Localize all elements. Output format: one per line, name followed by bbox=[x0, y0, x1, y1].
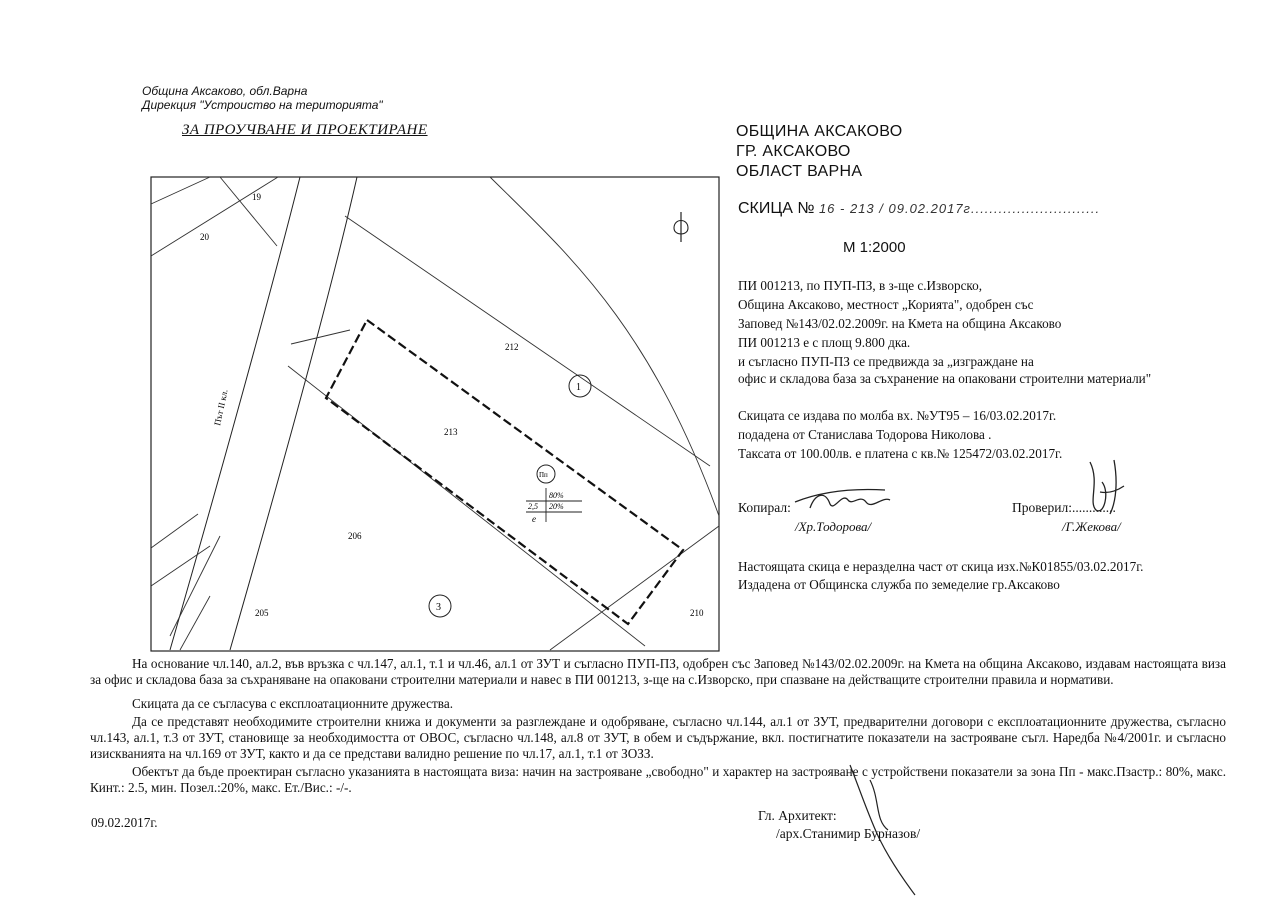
property-line-4: ПИ 001213 е с площ 9.800 дка. bbox=[738, 335, 911, 350]
checked-label: Проверил:............. bbox=[1012, 500, 1116, 515]
plot-206: 206 bbox=[348, 531, 362, 541]
architect-signature bbox=[840, 760, 930, 900]
copied-signature bbox=[790, 480, 910, 520]
checked-signature bbox=[1070, 452, 1140, 522]
copied-name: /Хр.Тодорова/ bbox=[795, 519, 872, 534]
plot-20: 20 bbox=[200, 232, 209, 242]
plot-19: 19 bbox=[252, 192, 261, 202]
property-line-1: ПИ 001213, по ПУП-ПЗ, в з-ще с.Изворско, bbox=[738, 278, 983, 293]
issuance-line-1: Скицата се издава по молба вх. №УТ95 – 16/03.02.2017г. bbox=[738, 408, 1057, 423]
zone-indicator-table bbox=[526, 465, 582, 524]
body-paragraph-2: Скицата да се съгласува с експлоатационните дружества. bbox=[132, 696, 453, 711]
note-line-2: Издадена от Общинска служба по земеделие гр.Аксаково bbox=[738, 577, 1060, 592]
plot-212: 212 bbox=[505, 342, 519, 352]
copied-label: Копирал: bbox=[738, 500, 791, 515]
property-line-3: Заповед №143/02.02.2009г. на Кмета на община Аксаково bbox=[738, 316, 1062, 331]
sketch-label: СКИЦА № bbox=[738, 200, 815, 217]
plot-boundaries bbox=[151, 177, 719, 650]
road-label: Път II кл. bbox=[212, 388, 230, 427]
building-zone bbox=[326, 320, 683, 624]
body-paragraph-4: Обектът да бъде проектиран съгласно указанията в настоящата виза: начин на застрояване „свободно" и характер на застрояване с устройствени показатели за зона Пп - макс.Пзастр.: 80%, макс. Кинт.: 2.5, мин. Позел.:20%, макс. Ет./Вис.: -/-. bbox=[90, 764, 1226, 795]
municipality-header: Община Аксаково, обл.Варна bbox=[142, 84, 308, 98]
sketch-dots: ........................... bbox=[975, 201, 1101, 216]
sketch-number-line bbox=[738, 200, 1100, 218]
authority-line-3: ОБЛАСТ ВАРНА bbox=[736, 163, 863, 180]
directorate-header: Дирекция "Устроиство на територията" bbox=[142, 98, 383, 112]
checked-name: /Г.Жекова/ bbox=[1062, 519, 1121, 534]
indicator-type: е bbox=[532, 514, 536, 524]
sketch-scale: М 1:2000 bbox=[843, 239, 906, 256]
plot-210: 210 bbox=[690, 608, 704, 618]
authority-line-1: ОБЩИНА АКСАКОВО bbox=[736, 123, 903, 140]
indicator-intensity: 2,5 bbox=[528, 502, 538, 511]
issuance-line-2: подадена от Станислава Тодорова Николова . bbox=[738, 427, 992, 442]
architect-name: /арх.Станимир Бурназов/ bbox=[776, 826, 921, 841]
plot-213: 213 bbox=[444, 427, 458, 437]
body-paragraph-3: Да се представят необходимите строителни книжа и документи за разглеждане и одобряване, съгласно чл.144, ал.1 от ЗУТ, предварителни договори с експлоатационните дружества, съгласно чл.143, ал.1, т.3 от ЗУТ, становище за необходимостта от ОВОС, съгласно чл.148, ал.8 от ЗУТ, в обем и съдържание, вкл. постигнатите показатели на застрояване съгл. Наредба №4/2001г. и съгласно изискванията на чл.169 от ЗУТ, както и да се представи валидно решение по чл.17, ал.1, т.1 от ЗОЗЗ. bbox=[90, 714, 1226, 761]
document-date: 09.02.2017г. bbox=[91, 815, 158, 830]
architect-label: Гл. Архитект: bbox=[758, 808, 837, 823]
plot-205: 205 bbox=[255, 608, 269, 618]
authority-line-2: ГР. АКСАКОВО bbox=[736, 143, 851, 160]
sketch-number: 16 - 213 / 09.02.2017г. bbox=[818, 201, 976, 216]
cadastral-map bbox=[150, 176, 722, 656]
section-title: ЗА ПРОУЧВАНЕ И ПРОЕКТИРАНЕ bbox=[182, 122, 428, 138]
indicator-greenery: 20% bbox=[549, 502, 564, 511]
issuance-line-3: Таксата от 100.00лв. е платена с кв.№ 125472/03.02.2017г. bbox=[738, 446, 1063, 461]
property-line-6: офис и складова база за съхранение на опаковани строителни материали" bbox=[738, 371, 1152, 386]
zone-type-label: Пп bbox=[539, 471, 548, 479]
north-arrow-icon bbox=[674, 212, 688, 242]
zone-3-label: 3 bbox=[436, 602, 441, 613]
property-line-2: Община Аксаково, местност „Корията", одобрен със bbox=[738, 297, 1034, 312]
property-line-5: и съгласно ПУП-ПЗ се предвижда за „изграждане на bbox=[738, 354, 1034, 369]
body-paragraph-1: На основание чл.140, ал.2, във връзка с чл.147, ал.1, т.1 и чл.46, ал.1 от ЗУТ и съгласно ПУП-ПЗ, одобрен със Заповед №143/02.02.2009г. на Кмета на община Аксаково, издавам настоящата виза за офис и складова база за съхраняване на опаковани строителни материали и навес в ПИ 001213, з-ще на с.Изворско, при спазване на действащите строителни правила и нормативи. bbox=[90, 656, 1226, 687]
zone-1-label: 1 bbox=[576, 382, 581, 393]
note-line-1: Настоящата скица е неразделна част от скица изх.№К01855/03.02.2017г. bbox=[738, 559, 1144, 574]
indicator-density: 80% bbox=[549, 491, 564, 500]
